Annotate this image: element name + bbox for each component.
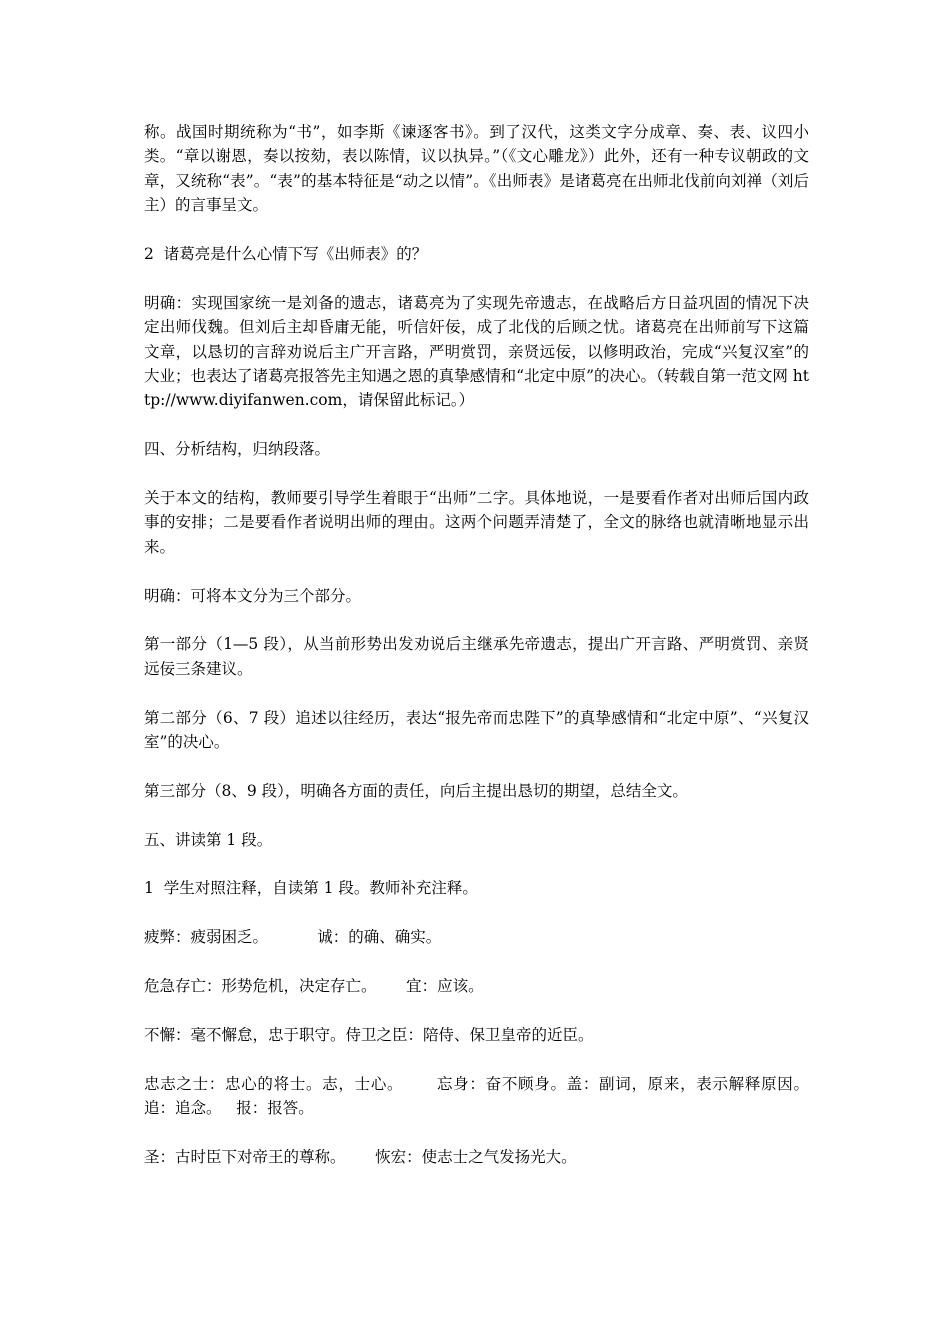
- paragraph-question-2: 2 诸葛亮是什么心情下写《出师表》的？: [144, 245, 428, 264]
- paragraph-reading-step-1: 1 学生对照注释，自读第 1 段。教师补充注释。: [144, 879, 478, 898]
- paragraph-answer-three-parts: 明确：可将本文分为三个部分。: [144, 586, 362, 605]
- paragraph-structure-guidance: 关于本文的结构，教师要引导学生着眼于“出师”二字。具体地说，一是要看作者对出师后国内政事的安排；二是要看作者说明出师的理由。这两个问题弄清楚了，全文的脉络也就清晰地显示出来。: [144, 489, 809, 556]
- annotation-line-2: 危急存亡：形势危机，决定存亡。 宜：应该。: [144, 977, 484, 996]
- document-page: [144, 120, 814, 1194]
- paragraph-part-one: 第一部分（1—5 段），从当前形势出发劝说后主继承先帝遗志，提出广开言路、严明赏罚、亲贤远佞三条建议。: [144, 635, 809, 678]
- annotation-line-4: 忠志之士：忠心的将士。志，士心。 忘身：奋不顾身。盖：副词，原来，表示解释原因。 追：追念。 报：报答。: [144, 1074, 814, 1118]
- annotation-line-5: 圣：古时臣下对帝王的尊称。 恢宏：使志士之气发扬光大。: [144, 1147, 577, 1166]
- annotation-line-3: 不懈：毫不懈怠，忠于职守。侍卫之臣：陪侍、保卫皇帝的近臣。: [144, 1025, 594, 1044]
- paragraph-biao-genre-intro: 称。战国时期统称为“书”，如李斯《谏逐客书》。到了汉代，这类文字分成章、奏、表、议四小类。“章以谢恩，奏以按劾，表以陈情，议以执异。”（《文心雕龙》）此外，还有一种专议朝政的文章，又统称“表”。“表”的基本特征是“动之以情”。《出师表》是诸葛亮在出师北伐前向刘禅（刘后主）的言事呈文。: [144, 123, 809, 215]
- annotation-line-1: 疲弊：疲弱困乏。 诚：的确、确实。: [144, 928, 442, 947]
- paragraph-part-three: 第三部分（8、9 段），明确各方面的责任，向后主提出恳切的期望，总结全文。: [144, 781, 688, 800]
- section-heading-structure: 四、分析结构，归纳段落。: [144, 440, 331, 459]
- paragraph-part-two: 第二部分（6、7 段）追述以往经历，表达“报先帝而忠陛下”的真挚感情和“北定中原”、“兴复汉室”的决心。: [144, 708, 809, 752]
- section-heading-reading: 五、讲读第 1 段。: [144, 830, 273, 849]
- paragraph-answer-motivation: 明确：实现国家统一是刘备的遗志，诸葛亮为了实现先帝遗志，在战略后方日益巩固的情况下决定出师伐魏。但刘后主却昏庸无能，听信奸佞，成了北伐的后顾之忧。诸葛亮在出师前写下这篇文章，以恳切的言辞劝说后主广开言路，严明赏罚，亲贤远佞，以修明政治，完成“兴复汉室”的大业；也表达了诸葛亮报答先主知遇之恩的真挚感情和“北定中原”的决心。（转载自第一范文网 http://www.diyifanwen.com，请保留此标记。）: [144, 293, 809, 410]
